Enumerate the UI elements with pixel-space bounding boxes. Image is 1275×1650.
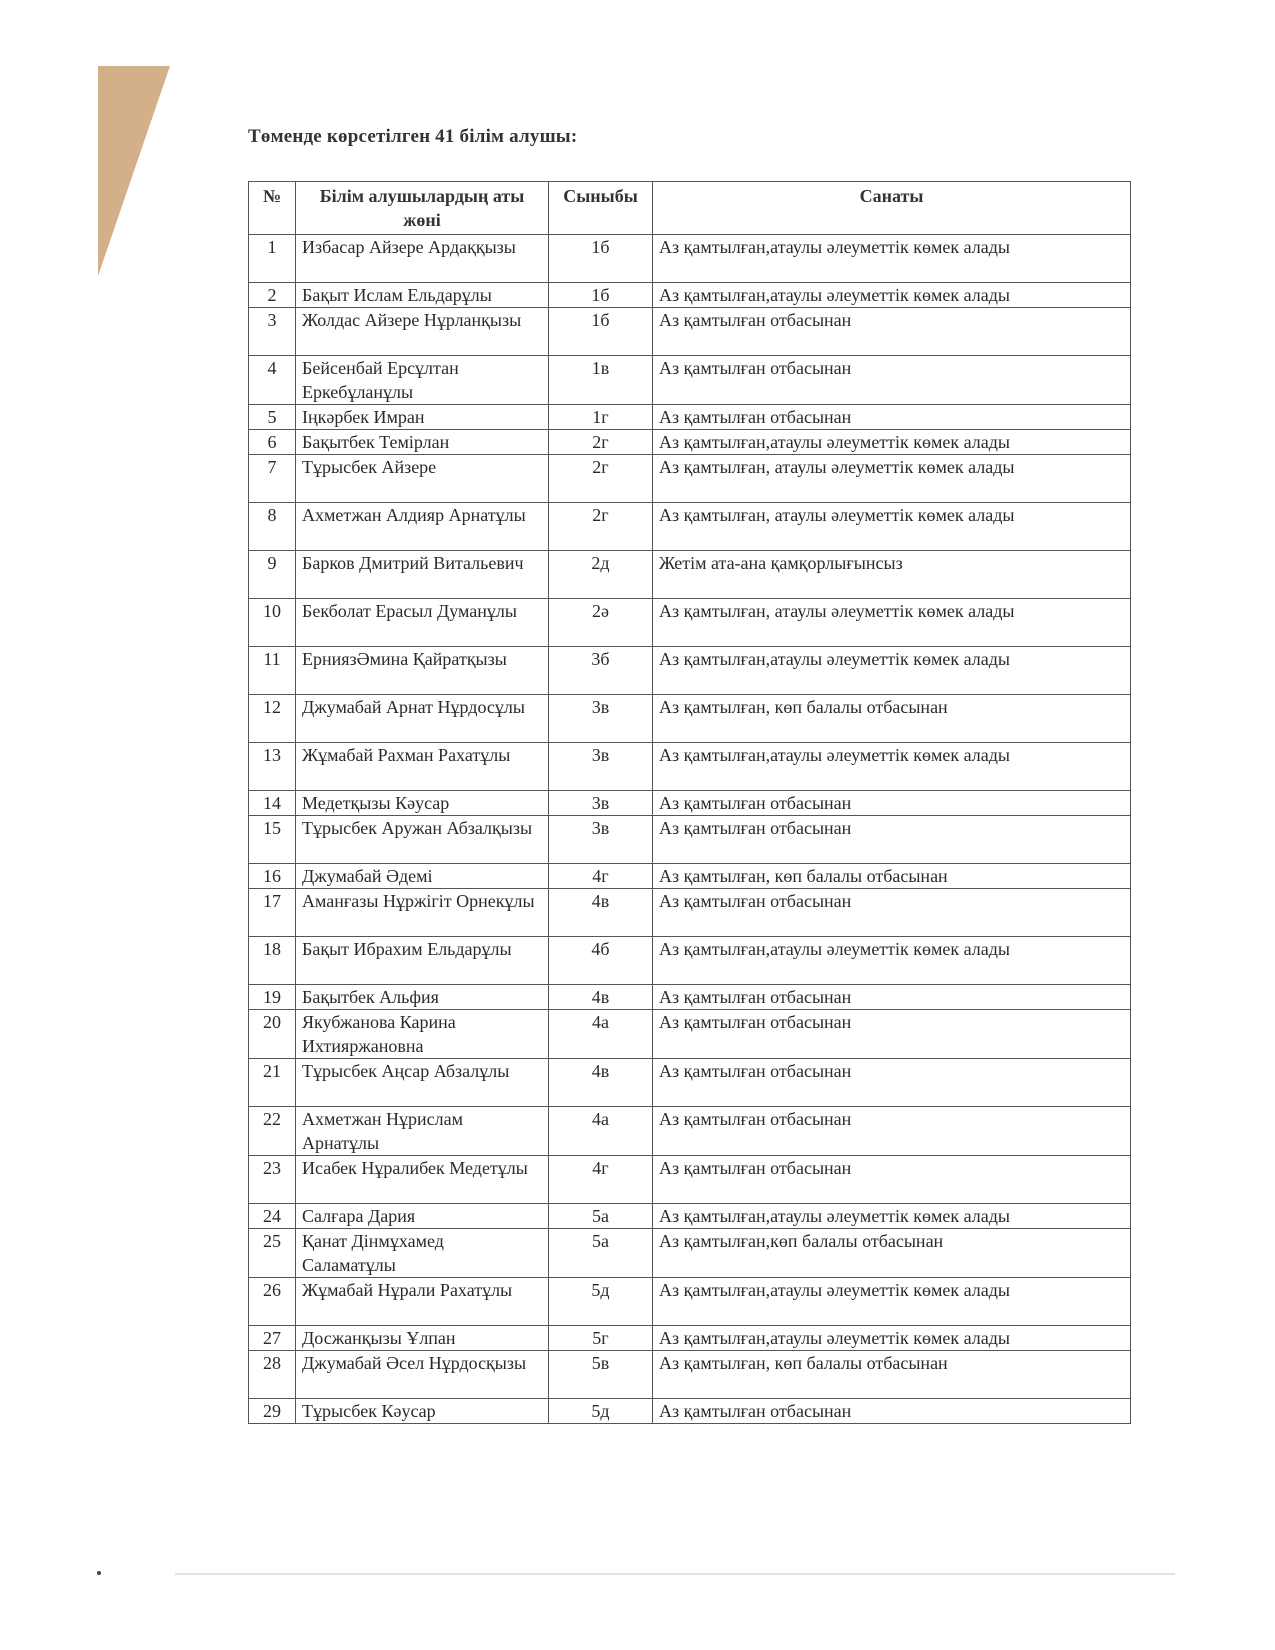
class-cell: 2г — [549, 503, 653, 551]
student-name: Қанат Дінмұхамед Саламатұлы — [296, 1229, 549, 1278]
table-row — [249, 1326, 1131, 1351]
row-number: 5 — [249, 405, 296, 430]
student-name: Джумабай Әсел Нұрдосқызы — [296, 1351, 549, 1399]
student-name: Бекболат Ерасыл Думанұлы — [296, 599, 549, 647]
class-cell: 2ә — [549, 599, 653, 647]
header-class: Сыныбы — [549, 182, 653, 235]
class-cell: 3б — [549, 647, 653, 695]
row-number: 3 — [249, 308, 296, 356]
table-body — [249, 235, 1131, 1424]
student-name: Бақытбек Альфия — [296, 985, 549, 1010]
class-cell: 3в — [549, 816, 653, 864]
table-row — [249, 1229, 1131, 1278]
row-number: 24 — [249, 1204, 296, 1229]
student-name: Барков Дмитрий Витальевич — [296, 551, 549, 599]
student-name: Жұмабай Нұрали Рахатұлы — [296, 1278, 549, 1326]
row-number: 15 — [249, 816, 296, 864]
student-name: Тұрысбек Кәусар — [296, 1399, 549, 1424]
table-row — [249, 503, 1131, 551]
row-number: 6 — [249, 430, 296, 455]
class-cell: 1б — [549, 308, 653, 356]
table-row — [249, 743, 1131, 791]
document-heading: Төменде көрсетілген 41 білім алушы: — [248, 126, 578, 147]
class-cell: 5а — [549, 1204, 653, 1229]
table-row — [249, 1107, 1131, 1156]
category-cell: Аз қамтылған отбасынан — [653, 791, 1131, 816]
category-cell: Аз қамтылған отбасынан — [653, 1059, 1131, 1107]
class-cell: 3в — [549, 791, 653, 816]
class-cell: 4а — [549, 1107, 653, 1156]
table-row — [249, 1204, 1131, 1229]
student-name: Бейсенбай Ерсұлтан Еркебұланұлы — [296, 356, 549, 405]
student-name: Якубжанова Карина Ихтияржановна — [296, 1010, 549, 1059]
row-number: 17 — [249, 889, 296, 937]
category-cell: Аз қамтылған отбасынан — [653, 1107, 1131, 1156]
row-number: 7 — [249, 455, 296, 503]
category-cell: Аз қамтылған,атаулы әлеуметтік көмек алады — [653, 647, 1131, 695]
row-number: 10 — [249, 599, 296, 647]
student-name: Медетқызы Кәусар — [296, 791, 549, 816]
class-cell: 1б — [549, 283, 653, 308]
row-number: 14 — [249, 791, 296, 816]
table-row — [249, 647, 1131, 695]
table-row — [249, 864, 1131, 889]
class-cell: 5д — [549, 1278, 653, 1326]
student-name: Тұрысбек Айзере — [296, 455, 549, 503]
student-name: Исабек Нұралибек Медетұлы — [296, 1156, 549, 1204]
page-bottom-edge — [175, 1573, 1175, 1575]
row-number: 1 — [249, 235, 296, 283]
category-cell: Аз қамтылған отбасынан — [653, 889, 1131, 937]
category-cell: Аз қамтылған отбасынан — [653, 308, 1131, 356]
student-name: Тұрысбек Аружан Абзалқызы — [296, 816, 549, 864]
category-cell: Аз қамтылған,көп балалы отбасынан — [653, 1229, 1131, 1278]
category-cell: Аз қамтылған, көп балалы отбасынан — [653, 864, 1131, 889]
row-number: 4 — [249, 356, 296, 405]
row-number: 21 — [249, 1059, 296, 1107]
table-row — [249, 791, 1131, 816]
category-cell: Аз қамтылған,атаулы әлеуметтік көмек алады — [653, 235, 1131, 283]
students-table — [248, 181, 1131, 1424]
class-cell: 4в — [549, 889, 653, 937]
student-name: Джумабай Әдемі — [296, 864, 549, 889]
table-row — [249, 1010, 1131, 1059]
table-row — [249, 1351, 1131, 1399]
table-row — [249, 283, 1131, 308]
scan-speck — [97, 1571, 101, 1575]
class-cell: 4в — [549, 985, 653, 1010]
student-name: ЕрниязӘмина Қайратқызы — [296, 647, 549, 695]
student-name: Аманғазы Нұржігіт Орнекұлы — [296, 889, 549, 937]
student-name: Досжанқызы Ұлпан — [296, 1326, 549, 1351]
table-row — [249, 405, 1131, 430]
student-name: Ахметжан Алдияр Арнатұлы — [296, 503, 549, 551]
category-cell: Аз қамтылған,атаулы әлеуметтік көмек алады — [653, 1204, 1131, 1229]
row-number: 8 — [249, 503, 296, 551]
row-number: 20 — [249, 1010, 296, 1059]
category-cell: Аз қамтылған,атаулы әлеуметтік көмек алады — [653, 1326, 1131, 1351]
row-number: 11 — [249, 647, 296, 695]
category-cell: Аз қамтылған отбасынан — [653, 1010, 1131, 1059]
row-number: 29 — [249, 1399, 296, 1424]
student-name: Бақытбек Темірлан — [296, 430, 549, 455]
class-cell: 1б — [549, 235, 653, 283]
row-number: 13 — [249, 743, 296, 791]
row-number: 23 — [249, 1156, 296, 1204]
category-cell: Аз қамтылған,атаулы әлеуметтік көмек алады — [653, 283, 1131, 308]
category-cell: Аз қамтылған отбасынан — [653, 816, 1131, 864]
table-header-row — [249, 182, 1131, 235]
class-cell: 5в — [549, 1351, 653, 1399]
class-cell: 3в — [549, 743, 653, 791]
table-row — [249, 1399, 1131, 1424]
table-row — [249, 985, 1131, 1010]
row-number: 26 — [249, 1278, 296, 1326]
class-cell: 1г — [549, 405, 653, 430]
table-row — [249, 430, 1131, 455]
header-number: № — [249, 182, 296, 235]
row-number: 18 — [249, 937, 296, 985]
table-row — [249, 1059, 1131, 1107]
category-cell: Аз қамтылған отбасынан — [653, 356, 1131, 405]
table-row — [249, 1156, 1131, 1204]
class-cell: 2г — [549, 430, 653, 455]
student-name: Жолдас Айзере Нұрланқызы — [296, 308, 549, 356]
row-number: 25 — [249, 1229, 296, 1278]
student-name: Избасар Айзере Ардаққызы — [296, 235, 549, 283]
header-category: Санаты — [653, 182, 1131, 235]
class-cell: 3в — [549, 695, 653, 743]
category-cell: Аз қамтылған, атаулы әлеуметтік көмек алады — [653, 455, 1131, 503]
student-name: Тұрысбек Аңсар Абзалұлы — [296, 1059, 549, 1107]
class-cell: 2г — [549, 455, 653, 503]
category-cell: Аз қамтылған отбасынан — [653, 405, 1131, 430]
row-number: 28 — [249, 1351, 296, 1399]
table-row — [249, 455, 1131, 503]
student-name: Бақыт Ислам Ельдарұлы — [296, 283, 549, 308]
row-number: 2 — [249, 283, 296, 308]
header-name: Білім алушылардың аты жөні — [296, 182, 549, 235]
class-cell: 4г — [549, 1156, 653, 1204]
table-row — [249, 308, 1131, 356]
scan-edge-shadow — [98, 66, 170, 276]
student-name: Салғара Дария — [296, 1204, 549, 1229]
student-name: Джумабай Арнат Нұрдосұлы — [296, 695, 549, 743]
table-row — [249, 937, 1131, 985]
class-cell: 4г — [549, 864, 653, 889]
category-cell: Аз қамтылған, көп балалы отбасынан — [653, 1351, 1131, 1399]
class-cell: 5а — [549, 1229, 653, 1278]
table-row — [249, 551, 1131, 599]
student-name: Іңкәрбек Имран — [296, 405, 549, 430]
row-number: 27 — [249, 1326, 296, 1351]
class-cell: 5д — [549, 1399, 653, 1424]
category-cell: Жетім ата-ана қамқорлығынсыз — [653, 551, 1131, 599]
category-cell: Аз қамтылған,атаулы әлеуметтік көмек алады — [653, 1278, 1131, 1326]
row-number: 16 — [249, 864, 296, 889]
student-name: Ахметжан Нұрислам Арнатұлы — [296, 1107, 549, 1156]
class-cell: 2д — [549, 551, 653, 599]
category-cell: Аз қамтылған,атаулы әлеуметтік көмек алады — [653, 743, 1131, 791]
table-row — [249, 889, 1131, 937]
table-row — [249, 695, 1131, 743]
category-cell: Аз қамтылған отбасынан — [653, 985, 1131, 1010]
class-cell: 4а — [549, 1010, 653, 1059]
student-name: Жұмабай Рахман Рахатұлы — [296, 743, 549, 791]
category-cell: Аз қамтылған,атаулы әлеуметтік көмек алады — [653, 937, 1131, 985]
class-cell: 4б — [549, 937, 653, 985]
category-cell: Аз қамтылған отбасынан — [653, 1156, 1131, 1204]
category-cell: Аз қамтылған, атаулы әлеуметтік көмек алады — [653, 599, 1131, 647]
student-name: Бақыт Ибрахим Ельдарұлы — [296, 937, 549, 985]
table-row — [249, 1278, 1131, 1326]
table-row — [249, 235, 1131, 283]
category-cell: Аз қамтылған отбасынан — [653, 1399, 1131, 1424]
category-cell: Аз қамтылған, көп балалы отбасынан — [653, 695, 1131, 743]
table-row — [249, 599, 1131, 647]
row-number: 9 — [249, 551, 296, 599]
row-number: 12 — [249, 695, 296, 743]
table-row — [249, 356, 1131, 405]
row-number: 19 — [249, 985, 296, 1010]
table-row — [249, 816, 1131, 864]
class-cell: 1в — [549, 356, 653, 405]
category-cell: Аз қамтылған,атаулы әлеуметтік көмек алады — [653, 430, 1131, 455]
category-cell: Аз қамтылған, атаулы әлеуметтік көмек алады — [653, 503, 1131, 551]
row-number: 22 — [249, 1107, 296, 1156]
class-cell: 5г — [549, 1326, 653, 1351]
class-cell: 4в — [549, 1059, 653, 1107]
